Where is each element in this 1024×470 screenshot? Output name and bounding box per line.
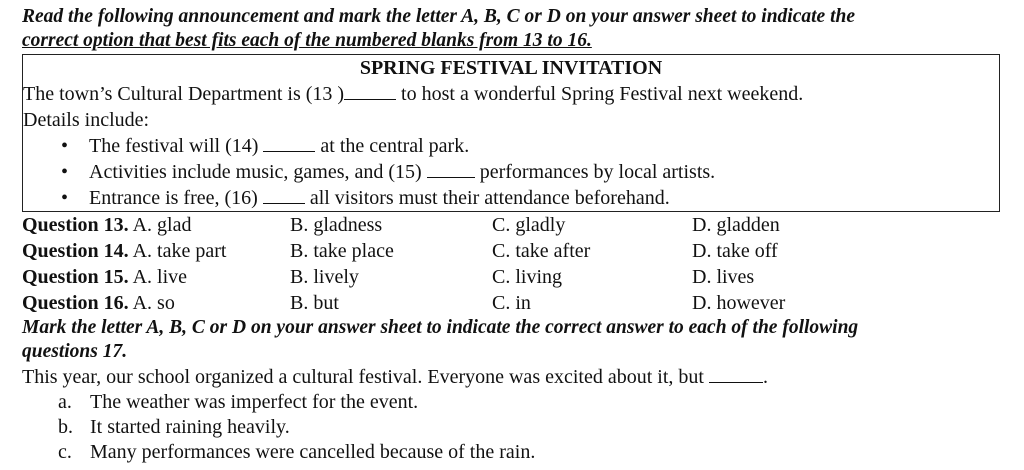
option-item-c [22, 440, 1024, 465]
option-b: B. take place [290, 240, 394, 262]
question-row-16 [22, 290, 1024, 316]
option-d: D. take off [692, 240, 778, 262]
question-row-13 [22, 212, 1024, 238]
option-item-a [22, 390, 1024, 415]
option-text: The weather was imperfect for the event. [90, 391, 419, 413]
option-a: A. so [132, 292, 175, 314]
details-bullet-14 [23, 133, 999, 159]
blank-16 [263, 185, 305, 204]
option-b: B. but [290, 292, 339, 314]
bullet-text-before: Entrance is free, (16) [89, 187, 263, 209]
blank-15 [427, 159, 475, 178]
option-c: C. gladly [492, 214, 566, 236]
question-row-14 [22, 238, 1024, 264]
option-d: D. gladden [692, 214, 780, 236]
option-a: A. glad [132, 214, 192, 236]
option-text: It started raining heavily. [90, 416, 290, 438]
question-label: Question 16. [22, 292, 129, 314]
stem-text-after: . [762, 366, 768, 388]
instruction-2-line-2: questions 17. [22, 341, 128, 362]
question-16-cell [22, 290, 290, 316]
option-a: A. take part [132, 240, 227, 262]
question-17-options [22, 390, 1024, 465]
instruction-1-line-1: Read the following announcement and mark the letter A, B, C or D on your answer sheet to indicate the [22, 6, 855, 27]
bullet-text-before: The festival will (14) [89, 135, 264, 157]
announcement-intro [23, 81, 999, 107]
bullet-text-before: Activities include music, games, and (15) [89, 161, 427, 183]
option-text: Many performances were cancelled because of the rain. [90, 441, 536, 463]
option-item-b [22, 415, 1024, 440]
instruction-1-line-2-text: correct option that best fits each of the numbered blanks from 13 to 16. [22, 30, 592, 51]
option-b: B. gladness [290, 214, 383, 236]
bullet-text-after: all visitors must their attendance beforehand. [304, 187, 670, 209]
question-15-cell [22, 264, 290, 290]
option-a: A. live [132, 266, 188, 288]
option-c: C. in [492, 292, 531, 314]
details-label: Details include: [23, 109, 150, 131]
option-c: C. living [492, 266, 563, 288]
instruction-1-line-2 [22, 29, 1024, 53]
instruction-2-line-1: Mark the letter A, B, C or D on your answer sheet to indicate the correct answer to each of the following [22, 317, 859, 338]
stem-text-before: This year, our school organized a cultural festival. Everyone was excited about it, but [22, 366, 709, 388]
question-17-stem [22, 364, 1024, 390]
question-13-cell [22, 212, 290, 238]
blank-13 [344, 81, 396, 100]
details-bullet-15 [23, 159, 999, 185]
details-list [23, 133, 999, 211]
question-label: Question 13. [22, 214, 129, 236]
option-letter: c. [58, 441, 72, 463]
question-14-cell [22, 238, 290, 264]
option-d: D. lives [692, 266, 755, 288]
option-letter: b. [58, 416, 73, 438]
bullet-text-after: at the central park. [315, 135, 470, 157]
intro-text-before: The town’s Cultural Department is (13 ) [23, 83, 345, 105]
option-letter: a. [58, 391, 72, 413]
blank-14 [263, 133, 315, 152]
details-bullet-16 [23, 185, 999, 211]
intro-text-after: to host a wonderful Spring Festival next weekend. [396, 83, 804, 105]
option-d: D. however [692, 292, 786, 314]
option-c: C. take after [492, 240, 591, 262]
question-label: Question 15. [22, 266, 129, 288]
option-b: B. lively [290, 266, 359, 288]
announcement-box [22, 54, 1000, 212]
question-row-15 [22, 264, 1024, 290]
announcement-title: SPRING FESTIVAL INVITATION [359, 57, 663, 79]
question-options-table [22, 212, 1024, 316]
blank-17 [709, 364, 763, 383]
bullet-text-after: performances by local artists. [474, 161, 716, 183]
question-label: Question 14. [22, 240, 129, 262]
